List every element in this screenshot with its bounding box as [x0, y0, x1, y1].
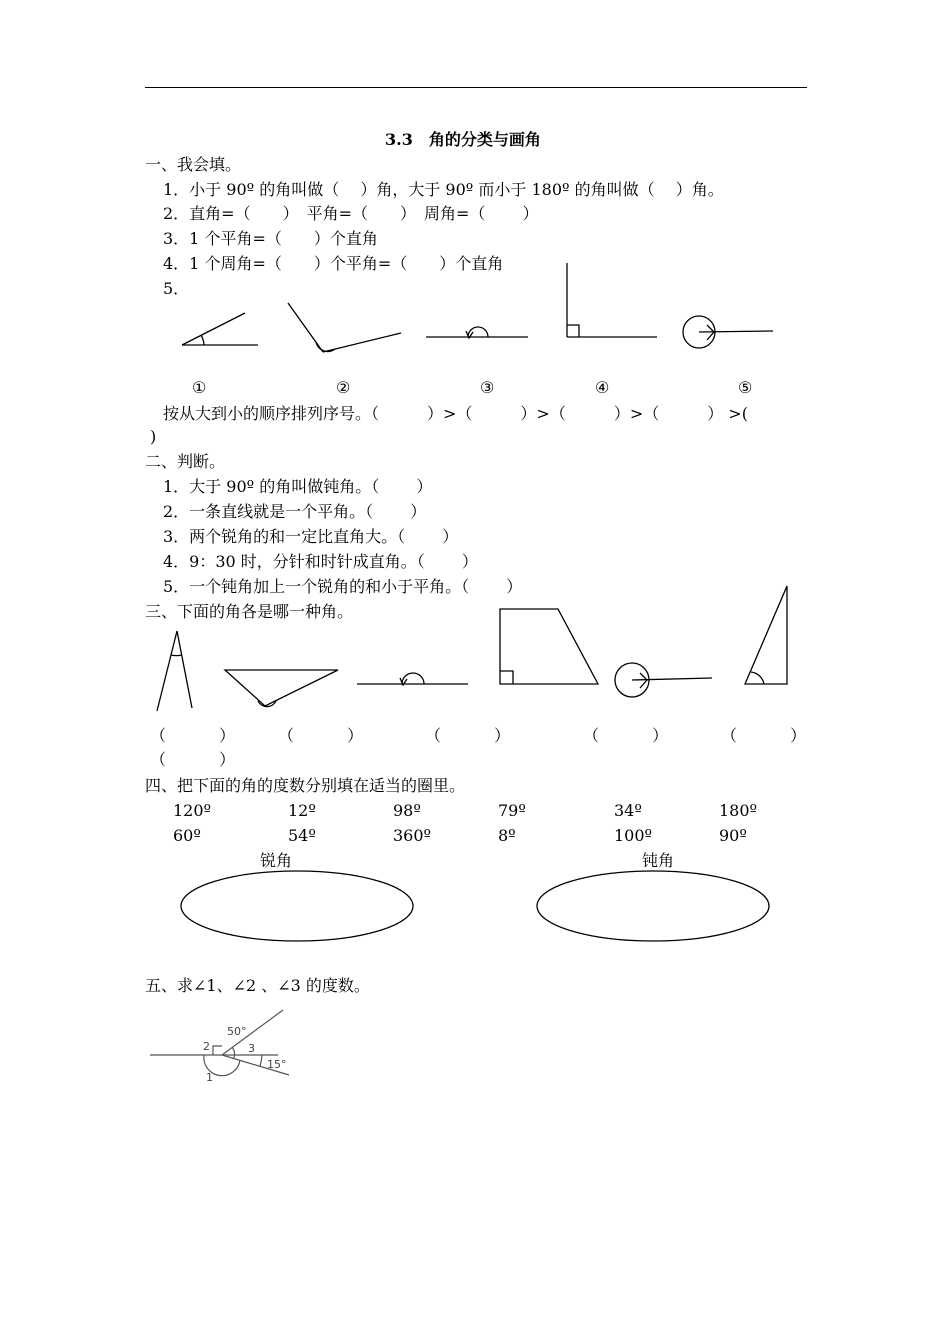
- degree-value: 79º: [498, 801, 526, 820]
- page-title: 3.3 角的分类与画角: [385, 130, 541, 149]
- section-3-heading: 三、下面的角各是哪一种角。: [145, 602, 354, 621]
- fig-label-50: 50°: [227, 1025, 247, 1038]
- s2-item-2: 2．一条直线就是一个平角。（ ）: [163, 502, 427, 521]
- obtuse-label: 钝角: [642, 851, 675, 870]
- degree-value: 98º: [393, 801, 421, 820]
- fig-label-2: 2: [203, 1040, 210, 1053]
- degree-value: 34º: [614, 801, 642, 820]
- s3-acute-angle: [157, 631, 192, 711]
- fig-label-1: 1: [206, 1071, 213, 1084]
- section-1-heading: 一、我会填。: [145, 155, 242, 174]
- s3-straight-angle: [357, 673, 468, 685]
- s1-question-5: 5．: [163, 279, 190, 298]
- s1-full-angle: [683, 316, 773, 348]
- s3-blank-4: （ ）: [583, 726, 669, 745]
- degree-value: 54º: [288, 826, 316, 845]
- s3-obtuse-triangle: [225, 670, 338, 707]
- s3-blank-5: （ ）: [721, 726, 807, 745]
- s3-full-angle: [615, 663, 712, 697]
- section-4-heading: 四、把下面的角的度数分别填在适当的圈里。: [145, 776, 466, 795]
- order-line: 按从大到小的顺序排列序号。（ ）>（ ）>（ ）>（ ） >(: [163, 404, 748, 423]
- fig-label-3: 3: [248, 1042, 255, 1055]
- s2-item-3: 3．两个锐角的和一定比直角大。（ ）: [163, 527, 459, 546]
- angle-label-1: ①: [192, 378, 207, 397]
- degree-value: 8º: [498, 826, 516, 845]
- angle-label-2: ②: [336, 378, 351, 397]
- obtuse-angle-circle: [537, 871, 769, 941]
- s2-item-5: 5．一个钝角加上一个锐角的和小于平角。（ ）: [163, 577, 523, 596]
- fig-label-15: 15°: [267, 1058, 287, 1071]
- degree-value: 12º: [288, 801, 316, 820]
- s1-question-4: 4．1 个周角=（ ）个平角=（ ）个直角: [163, 254, 504, 273]
- degree-value: 60º: [173, 826, 201, 845]
- s3-right-trapezoid: [500, 609, 598, 684]
- s3-blank-6: （ ）: [150, 750, 236, 769]
- s3-blank-1: （ ）: [150, 726, 236, 745]
- s3-right-triangle: [745, 586, 787, 684]
- s1-question-1: 1．小于 90º 的角叫做（ ）角，大于 90º 而小于 180º 的角叫做（ ）角。: [163, 180, 724, 199]
- section-2-heading: 二、判断。: [145, 452, 226, 471]
- s3-blank-3: （ ）: [425, 726, 511, 745]
- angle-label-4: ④: [595, 378, 610, 397]
- degree-value: 100º: [614, 826, 653, 845]
- acute-label: 锐角: [260, 851, 293, 870]
- s1-obtuse-angle: [288, 303, 401, 352]
- s3-blank-2: （ ）: [278, 726, 364, 745]
- degree-value: 180º: [719, 801, 758, 820]
- degree-value: 90º: [719, 826, 747, 845]
- s1-acute-angle: [182, 313, 258, 345]
- angle-label-5: ⑤: [738, 378, 753, 397]
- s1-straight-angle: [426, 327, 528, 338]
- acute-angle-circle: [181, 871, 413, 941]
- s1-question-3: 3．1 个平角=（ ）个直角: [163, 229, 378, 248]
- s2-item-4: 4．9：30 时，分针和时针成直角。（ ）: [163, 552, 478, 571]
- degree-value: 120º: [173, 801, 212, 820]
- section-5-heading: 五、求∠1、∠2 、∠3 的度数。: [145, 976, 370, 995]
- s1-right-angle: [567, 263, 657, 337]
- order-line-cont: ): [150, 427, 157, 446]
- s2-item-1: 1．大于 90º 的角叫做钝角。（ ）: [163, 477, 433, 496]
- degree-value: 360º: [393, 826, 432, 845]
- s1-question-2: 2．直角=（ ） 平角=（ ） 周角=（ ）: [163, 204, 539, 223]
- angle-label-3: ③: [480, 378, 495, 397]
